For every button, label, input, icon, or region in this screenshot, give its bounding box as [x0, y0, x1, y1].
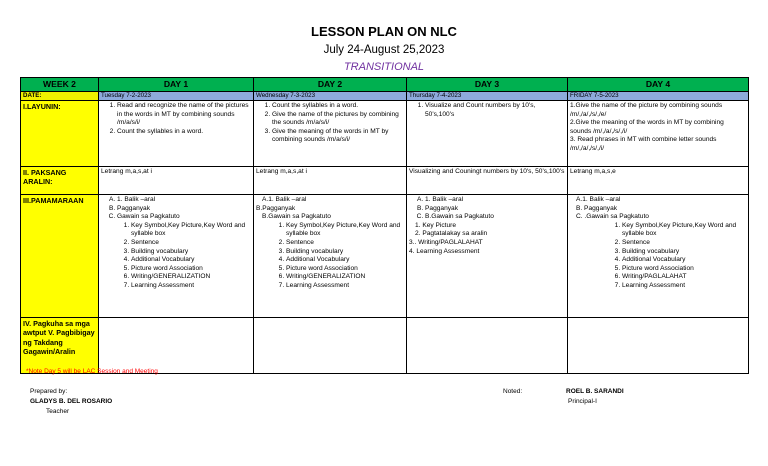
day1-date: Tuesday 7-2-2023 [99, 92, 254, 101]
list-item: 7. Learning Assessment [131, 282, 251, 291]
day3-layunin [407, 101, 568, 167]
day4-layunin [568, 101, 749, 167]
day1-pagkuha [99, 318, 254, 374]
date-range: July 24-August 25,2023 [323, 44, 445, 56]
list-item: 1. Key Symbol,Key Picture,Key Word and syllable box [622, 222, 746, 239]
list-item: 7. Learning Assessment [286, 282, 404, 291]
day3-pamamaraan [407, 195, 568, 318]
day2-pagkuha [254, 318, 407, 374]
list-item: 4. Additional Vocabulary [131, 256, 251, 265]
pagkuha-row [21, 318, 749, 374]
lac-note: *Note Day 5 will be LAC Session and Meeting [26, 368, 158, 375]
list-item: 3. Read phrases in MT with combine letter sounds /m/,/a/,/s/,/i/ [570, 136, 717, 152]
list-item: A. 1. Balik –aral [425, 196, 565, 205]
list-item: C. .Gawain sa Pagkatuto [576, 213, 649, 221]
list-item: 6. Writing/PAGLALAHAT [622, 273, 746, 282]
prepared-name: GLADYS B. DEL ROSARIO [30, 398, 113, 405]
day4-pamamaraan [568, 195, 749, 318]
day1-header: DAY 1 [99, 78, 254, 92]
list-item: 3. Building vocabulary [131, 248, 251, 257]
date-label: DATE: [21, 92, 99, 101]
lesson-plan-table [20, 77, 749, 374]
list-item: 3. Building vocabulary [286, 248, 404, 257]
list-item: 5. Picture word Association [131, 265, 251, 274]
day2-date: Wednesday 7-3-2023 [254, 92, 407, 101]
list-item: B. Pagganyak [117, 205, 251, 214]
prepared-label: Prepared by: [30, 388, 68, 395]
date-row [21, 92, 749, 101]
list-item: 3. Building vocabulary [622, 248, 746, 257]
list-item: A.1. Balik –aral [576, 196, 621, 203]
list-item: 2. Give the name of the pictures by combining the sounds /m/a/s/i/ [272, 111, 404, 128]
list-item: 3.. Writing/PAGLALAHAT [409, 238, 483, 246]
document-title: LESSON PLAN ON NLC [311, 24, 457, 39]
prepared-role: Teacher [46, 408, 70, 415]
noted-name: ROEL B. SARANDI [566, 388, 624, 395]
list-item: A.1. Balik –aral [262, 196, 307, 203]
list-item: B. Pagganyak [425, 205, 565, 214]
day3-pagkuha [407, 318, 568, 374]
list-item: B.Gawain sa Pagkatuto [262, 213, 331, 221]
list-item: 6. Writing/GENERALIZATION [286, 273, 404, 282]
day3-date: Thursday 7-4-2023 [407, 92, 568, 101]
list-item: 4. Additional Vocabulary [622, 256, 746, 265]
list-item: 4. Learning Assessment [409, 247, 480, 255]
pamamaraan-row [21, 195, 749, 318]
list-item: 1. Key Symbol,Key Picture,Key Word and syllable box [286, 222, 404, 239]
day1-layunin [99, 101, 254, 167]
noted-label: Noted: [503, 388, 523, 395]
day4-pagkuha [568, 318, 749, 374]
plan-type: TRANSITIONAL [343, 61, 425, 73]
day4-paksang: Letrang m,a,s,e [568, 167, 749, 195]
week-header: WEEK 2 [21, 78, 99, 92]
noted-role: Principal-I [568, 398, 597, 405]
day4-header: DAY 4 [568, 78, 749, 92]
list-item: 1. Key Symbol,Key Picture,Key Word and syllable box [131, 222, 251, 239]
list-item: 5. Picture word Association [286, 265, 404, 274]
list-item: 1. Count the syllables in a word. [272, 102, 404, 111]
day2-header: DAY 2 [254, 78, 407, 92]
pagkuha-label: IV. Pagkuha sa mga awtput V. Pagbibigay ng Takdang Gagawin/Aralin [21, 318, 99, 374]
list-item: B.Pagganyak [256, 204, 296, 212]
list-item: 2. Sentence [131, 239, 251, 248]
day1-paksang: Letrang m,a,s,at i [99, 167, 254, 195]
list-item: 1. Visualize and Count numbers by 10's, 50's,100's [425, 102, 565, 119]
list-item: A. 1. Balik –aral [117, 196, 251, 205]
list-item: 7. Learning Assessment [622, 282, 746, 291]
layunin-label: I.LAYUNIN: [21, 101, 99, 167]
list-item: 2. Sentence [622, 239, 746, 248]
list-item: 3. Give the meaning of the words in MT by combining sounds /m/a/s/i/ [272, 128, 404, 145]
day3-paksang: Visualizing and Couningt numbers by 10's, 50's,100's [407, 167, 568, 195]
day1-pamamaraan [99, 195, 254, 318]
layunin-row [21, 101, 749, 167]
list-item: 2. Sentence [286, 239, 404, 248]
list-item: 4. Additional Vocabulary [286, 256, 404, 265]
header-row [21, 78, 749, 92]
list-item: 2.Give the meaning of the words in MT by combining sounds /m/,/a/,/s/,/i/ [570, 119, 724, 135]
list-item: 2. Pagtatalakay sa aralin [415, 230, 488, 238]
day4-date: FRIDAY 7-5-2023 [568, 92, 749, 101]
list-item: 5. Picture word Association [622, 265, 746, 274]
list-item: B. Pagganyak [576, 204, 618, 212]
list-item: 1.Give the name of the picture by combining sounds /m/,/a/,/s/,/e/ [570, 102, 723, 118]
day2-paksang: Letrang m,a,s,at i [254, 167, 407, 195]
list-item: 1. Key Picture [415, 221, 457, 229]
paksang-label: II. PAKSANG ARALIN: [21, 167, 99, 195]
list-item: 1. Read and recognize the name of the pictures in the words in MT by combining sounds /m/a/s/i/ [117, 102, 251, 128]
list-item-label: Gawain sa Pagkatuto [117, 213, 180, 221]
day2-layunin [254, 101, 407, 167]
paksang-row [21, 167, 749, 195]
day2-pamamaraan [254, 195, 407, 318]
list-item: 6. Writing/GENERALIZATION [131, 273, 251, 282]
list-item: C. B.Gawain sa Pagkatuto [425, 213, 565, 222]
list-item [117, 213, 251, 290]
list-item: 2. Count the syllables in a word. [117, 128, 251, 137]
pamamaraan-label: III.PAMAMARAAN [21, 195, 99, 318]
day3-header: DAY 3 [407, 78, 568, 92]
